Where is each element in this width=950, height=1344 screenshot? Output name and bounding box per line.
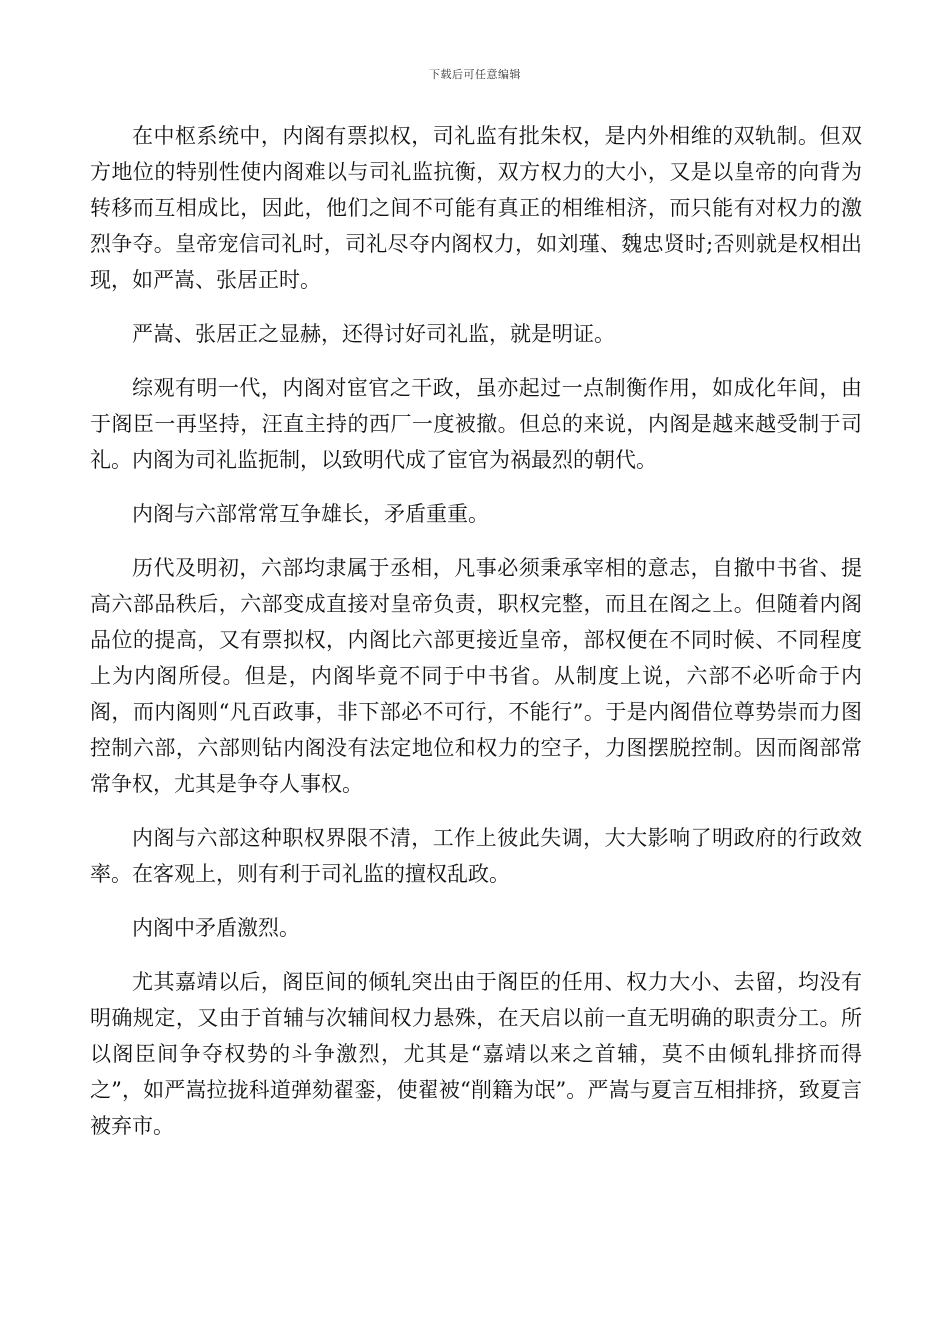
paragraph: 历代及明初，六部均隶属于丞相，凡事必须秉承宰相的意志，自撤中书省、提高六部品秩后，六部变成直接对皇帝负责，职权完整，而且在阁之上。但随着内阁品位的提高，又有票拟权，内阁比六部更接近皇帝，部权便在不同时候、不同程度上为内阁所侵。但是，内阁毕竟不同于中书省。从制度上说，六部不必听命于内阁，而内阁则“凡百政事，非下部必不可行，不能行”。于是内阁借位尊势崇而力图控制六部，六部则钻内阁没有法定地位和权力的空子，力图摆脱控制。因而阁部常常争权，尤其是争夺人事权。 (90, 556, 862, 796)
document-body (90, 118, 862, 1162)
paragraph: 尤其嘉靖以后，阁臣间的倾轧突出由于阁臣的任用、权力大小、去留，均没有明确规定，又由于首辅与次辅间权力悬殊，在天启以前一直无明确的职责分工。所以阁臣间争夺权势的斗争激烈，尤其是“嘉靖以来之首辅，莫不由倾轧排挤而得之”，如严嵩拉拢科道弹劾翟銮，使翟被“削籍为氓”。严嵩与夏言互相排挤，致夏言被弃市。 (90, 970, 862, 1138)
paragraph: 在中枢系统中，内阁有票拟权，司礼监有批朱权，是内外相维的双轨制。但双方地位的特别性使内阁难以与司礼监抗衡，双方权力的大小，又是以皇帝的向背为转移而互相成比，因此，他们之间不可能有真正的相维相济，而只能有对权力的激烈争夺。皇帝宠信司礼时，司礼尽夺内阁权力，如刘瑾、魏忠贤时;否则就是权相出现，如严嵩、张居正时。 (90, 124, 862, 292)
page-header: 下载后可任意编辑 (429, 68, 521, 81)
paragraph: 内阁与六部这种职权界限不清，工作上彼此失调，大大影响了明政府的行政效率。在客观上，则有利于司礼监的擅权乱政。 (90, 826, 862, 886)
paragraph: 综观有明一代，内阁对宦官之干政，虽亦起过一点制衡作用，如成化年间，由于阁臣一再坚持，汪直主持的西厂一度被撤。但总的来说，内阁是越来越受制于司礼。内阁为司礼监扼制，以致明代成了宦官为祸最烈的朝代。 (90, 376, 862, 472)
paragraph: 严嵩、张居正之显赫，还得讨好司礼监，就是明证。 (132, 322, 615, 346)
paragraph: 内阁中矛盾激烈。 (132, 916, 300, 940)
paragraph: 内阁与六部常常互争雄长，矛盾重重。 (132, 502, 489, 526)
